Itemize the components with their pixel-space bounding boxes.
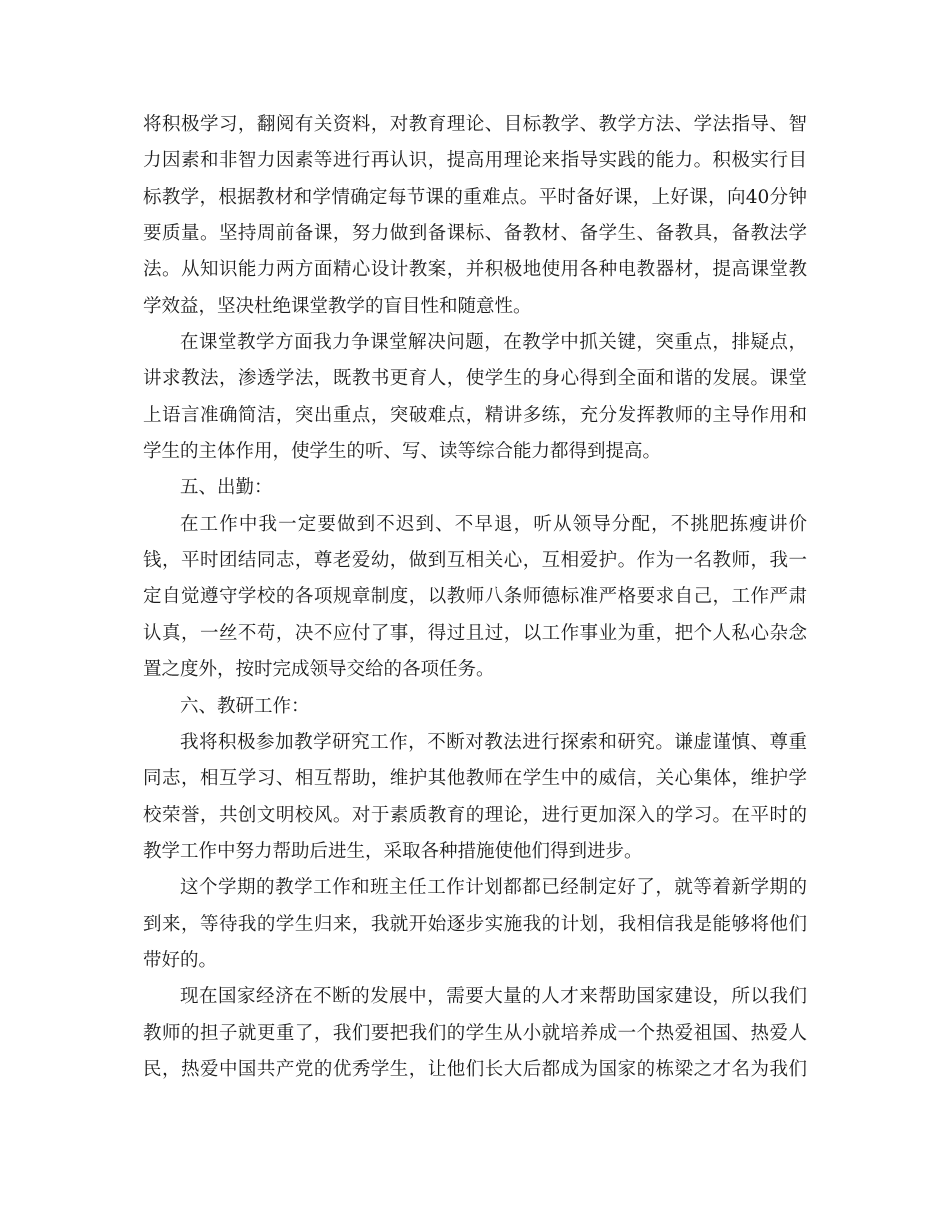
text-line: 六、教研工作： xyxy=(180,695,310,717)
text-line: 民，热爱中国共产党的优秀学生，让他们长大后都成为国家的栋梁之才名为我们 xyxy=(143,1058,807,1080)
text-line: 认真，一丝不苟，决不应付了事，得过且过，以工作事业为重，把个人私心杂念 xyxy=(143,622,807,644)
text-line: 在课堂教学方面我力争课堂解决问题，在教学中抓关键，突重点，排疑点， xyxy=(180,332,807,354)
text-line: 教学工作中努力帮助后进生，采取各种措施使他们得到进步。 xyxy=(143,840,643,862)
text-line: 校荣誉，共创文明校风。对于素质教育的理论，进行更加深入的学习。在平时的 xyxy=(143,804,807,826)
text-line: 我将积极参加教学研究工作，不断对教法进行探索和研究。谦虚谨慎、尊重 xyxy=(180,731,807,753)
text-line: 带好的。 xyxy=(143,949,218,971)
text-line: 定自觉遵守学校的各项规章制度，以教师八条师德标准严格要求自己，工作严肃 xyxy=(143,586,807,608)
text-line: 讲求教法，渗透学法，既教书更育人，使学生的身心得到全面和谐的发展。课堂 xyxy=(143,368,807,390)
text-line: 教师的担子就更重了，我们要把我们的学生从小就培养成一个热爱祖国、热爱人 xyxy=(143,1022,807,1044)
text-line: 在工作中我一定要做到不迟到、不早退，听从领导分配，不挑肥拣瘦讲价 xyxy=(180,513,807,535)
text-line: 力因素和非智力因素等进行再认识，提高用理论来指导实践的能力。积极实行目 xyxy=(143,150,807,172)
text-line: 到来，等待我的学生归来，我就开始逐步实施我的计划，我相信我是能够将他们 xyxy=(143,913,807,935)
text-line: 五、出勤： xyxy=(180,477,273,499)
text-line: 要质量。坚持周前备课，努力做到备课标、备教材、备学生、备教具，备教法学 xyxy=(143,223,807,245)
text-line: 将积极学习，翻阅有关资料，对教育理论、目标教学、教学方法、学法指导、智 xyxy=(143,114,807,135)
text-line: 标教学，根据教材和学情确定每节课的重难点。平时备好课，上好课，向40分钟 xyxy=(143,186,807,208)
text-line: 上语言准确简洁，突出重点，突破难点，精讲多练，充分发挥教师的主导作用和 xyxy=(143,404,807,426)
text-line: 法。从知识能力两方面精心设计教案，并积极地使用各种电教器材，提高课堂教 xyxy=(143,259,807,281)
text-line: 现在国家经济在不断的发展中，需要大量的人才来帮助国家建设，所以我们 xyxy=(180,986,807,1008)
document-body xyxy=(143,107,807,1088)
text-line: 钱，平时团结同志，尊老爱幼，做到互相关心，互相爱护。作为一名教师，我一 xyxy=(143,550,807,572)
text-line: 学生的主体作用，使学生的听、写、读等综合能力都得到提高。 xyxy=(143,441,662,463)
text-line: 置之度外，按时完成领导交给的各项任务。 xyxy=(143,659,495,681)
text-line: 学效益，坚决杜绝课堂教学的盲目性和随意性。 xyxy=(143,295,532,317)
text-line: 同志，相互学习、相互帮助，维护其他教师在学生中的威信，关心集体，维护学 xyxy=(143,768,807,790)
text-line: 这个学期的教学工作和班主任工作计划都都已经制定好了，就等着新学期的 xyxy=(180,877,807,899)
